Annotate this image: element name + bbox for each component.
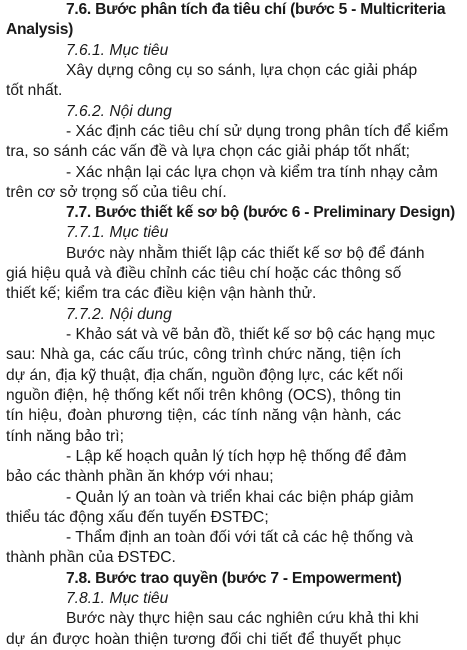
subheading: 7.7.1. Mục tiêu [66, 224, 169, 241]
paragraph-line: - Xác nhận lại các lựa chọn và kiểm tra tính nhạy cảm [66, 164, 438, 181]
paragraph-line: thiểu tác động xấu đến tuyến ĐSTĐC; [6, 509, 269, 526]
paragraph-line: thành phần của ĐSTĐC. [6, 549, 176, 566]
paragraph-line: tính năng bảo trì; [6, 428, 124, 445]
paragraph-line: Bước này nhằm thiết lập các thiết kế sơ bộ để đánh [66, 245, 425, 262]
paragraph-line: thiết kế; kiểm tra các điều kiện vận hành thử. [6, 285, 317, 302]
section-heading-cont: Analysis) [6, 21, 74, 38]
paragraph-line: giá hiệu quả và điều chỉnh các tiêu chí hoặc các thông số [6, 265, 402, 282]
paragraph-line: - Lập kế hoạch quản lý tích hợp hệ thống để đảm [66, 448, 407, 465]
paragraph-line: - Khảo sát và vẽ bản đồ, thiết kế sơ bộ các hạng mục [66, 326, 436, 343]
subheading: 7.8.1. Mục tiêu [66, 590, 169, 607]
subheading: 7.6.2. Nội dung [66, 103, 172, 120]
paragraph-line: dự án được hoàn thiện tương đối chi tiết để thuyết phục [6, 631, 401, 648]
paragraph-line: dự án, địa kỹ thuật, địa chấn, nguồn động lực, các kết nối [6, 367, 404, 384]
section-heading: 7.6. Bước phân tích đa tiêu chí (bước 5 - Multicriteria [66, 1, 446, 18]
paragraph-line: trên cơ sở trọng số của tiêu chí. [6, 184, 227, 201]
paragraph-line: - Xác định các tiêu chí sử dụng trong phân tích để kiểm [66, 123, 449, 140]
paragraph-line: - Thẩm định an toàn đối với tất cả các hệ thống và [66, 529, 414, 546]
paragraph-line: sau: Nhà ga, các cấu trúc, công trình chức năng, tiện ích [6, 346, 401, 363]
section-heading: 7.7. Bước thiết kế sơ bộ (bước 6 - Preliminary Design) [66, 204, 455, 221]
paragraph-line: tra, so sánh các vấn đề và lựa chọn các giải pháp tốt nhất; [6, 143, 410, 160]
section-heading: 7.8. Bước trao quyền (bước 7 - Empowerment) [66, 570, 402, 587]
subheading: 7.7.2. Nội dung [66, 306, 172, 323]
paragraph-line: nguồn điện, hệ thống kết nối trên không (OCS), thông tin [6, 387, 401, 404]
paragraph-line: tốt nhất. [6, 82, 63, 99]
subheading: 7.6.1. Mục tiêu [66, 42, 169, 59]
paragraph-line: - Quản lý an toàn và triển khai các biện pháp giảm [66, 489, 414, 506]
paragraph-line: bảo các thành phần ăn khớp với nhau; [6, 468, 274, 485]
paragraph-line: Xây dựng công cụ so sánh, lựa chọn các giải pháp [66, 62, 418, 79]
paragraph-line: tín hiệu, đoàn phương tiện, các tính năng vận hành, các [6, 407, 401, 424]
paragraph-line: Bước này thực hiện sau các nghiên cứu khả thi khi [66, 610, 419, 627]
